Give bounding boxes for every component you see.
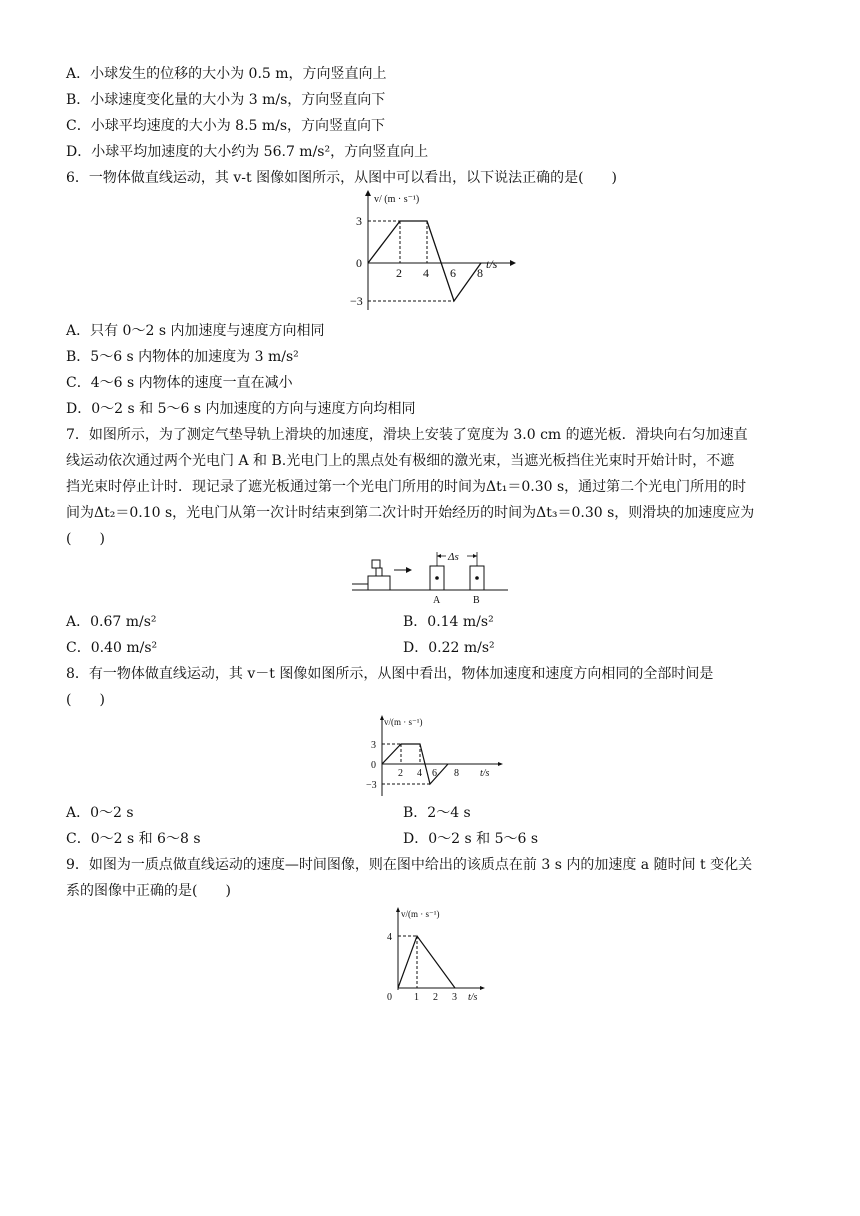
q7-option-d: D．0.22 m/s² — [403, 640, 495, 656]
q8-stem-line-2: ( ) — [66, 692, 105, 708]
q6-stem: 6．一物体做直线运动，其 v-t 图像如图所示，从图中可以看出，以下说法正确的是( ) — [66, 170, 617, 186]
q6-ytick-0: 0 — [356, 256, 362, 270]
q6-ylabel: v/ (m · s⁻¹) — [374, 194, 420, 205]
q7-stem-line-1: 7．如图所示，为了测定气垫导轨上滑块的加速度，滑块上安装了宽度为 3.0 cm 的遮光板．滑块向右匀加速直 — [66, 427, 748, 443]
q9-origin-label: 0 — [387, 992, 392, 1002]
gate-a-laser-dot-icon — [435, 576, 439, 580]
q6-xlabel: t/s — [486, 257, 498, 271]
q7-option-a: A．0.67 m/s² — [66, 614, 157, 630]
q6-ytick-neg3: −3 — [350, 294, 363, 308]
q8-ytick-3: 3 — [371, 740, 376, 751]
q7-air-track-figure — [348, 548, 512, 608]
q7-option-c: C．0.40 m/s² — [66, 640, 158, 656]
q8-option-d: D．0～2 s 和 5～6 s — [403, 831, 539, 847]
q9-xtick-3: 3 — [452, 992, 457, 1002]
q8-vt-graph — [362, 712, 512, 798]
q8-option-c: C．0～2 s 和 6～8 s — [66, 831, 201, 847]
q7-stem-line-3: 挡光束时停止计时．现记录了遮光板通过第一个光电门所用的时间为Δt₁＝0.30 s，通过第二个光电门所用的时 — [66, 479, 747, 495]
q7-stem-line-4: 间为Δt₂＝0.10 s，光电门从第一次计时结束到第二次计时开始经历的时间为Δt₃＝0.30 s，则滑块的加速度应为 — [66, 505, 755, 521]
q8-xtick-2: 2 — [398, 768, 403, 779]
q6-option-c: C．4～6 s 内物体的速度一直在减小 — [66, 375, 293, 391]
q8-xtick-6: 6 — [432, 768, 437, 779]
q8-xtick-4: 4 — [417, 768, 422, 779]
q9-xtick-1: 1 — [414, 992, 419, 1002]
q6-option-a: A．只有 0～2 s 内加速度与速度方向相同 — [66, 323, 325, 339]
q8-ytick-0: 0 — [371, 760, 376, 771]
q6-xtick-4: 4 — [423, 266, 429, 280]
q9-ytick-4: 4 — [387, 932, 392, 943]
q7-option-b: B．0.14 m/s² — [403, 614, 494, 630]
q6-ytick-3: 3 — [356, 214, 362, 228]
q6-option-d: D．0～2 s 和 5～6 s 内加速度的方向与速度方向均相同 — [66, 401, 416, 417]
q5-option-a: A．小球发生的位移的大小为 0.5 m，方向竖直向上 — [66, 66, 387, 82]
q9-vt-graph — [378, 904, 490, 1002]
q6-xtick-6: 6 — [450, 266, 456, 280]
q8-ylabel: v/(m · s⁻¹) — [384, 717, 423, 727]
q7-gate-b-label: B — [473, 595, 480, 606]
q7-gate-a-label: A — [433, 595, 441, 606]
q9-stem-line-2: 系的图像中正确的是( ) — [66, 883, 231, 899]
q6-option-b: B．5～6 s 内物体的加速度为 3 m/s² — [66, 349, 299, 365]
q9-xlabel: t/s — [468, 992, 478, 1002]
q7-stem-line-2: 线运动依次通过两个光电门 A 和 B.光电门上的黑点处有极细的激光束，当遮光板挡住光束时开始计时，不遮 — [66, 453, 735, 469]
q8-option-a: A．0～2 s — [66, 805, 134, 821]
gate-b-laser-dot-icon — [475, 576, 479, 580]
q7-stem-line-5: ( ) — [66, 531, 105, 547]
q8-xlabel: t/s — [480, 768, 490, 779]
q8-option-b: B．2～4 s — [403, 805, 471, 821]
q9-ylabel: v/(m · s⁻¹) — [401, 909, 440, 919]
q8-stem-line-1: 8．有一物体做直线运动，其 v－t 图像如图所示，从图中看出，物体加速度和速度方向相同的全部时间是 — [66, 666, 714, 682]
q8-ytick-neg3: −3 — [366, 780, 377, 791]
q6-xtick-2: 2 — [396, 266, 402, 280]
q6-vt-graph — [340, 188, 520, 316]
q6-xtick-8: 8 — [477, 266, 483, 280]
q5-option-b: B．小球速度变化量的大小为 3 m/s，方向竖直向下 — [66, 92, 386, 108]
q5-option-d: D．小球平均加速度的大小约为 56.7 m/s²，方向竖直向上 — [66, 144, 429, 160]
q9-stem-line-1: 9．如图为一质点做直线运动的速度—时间图像，则在图中给出的该质点在前 3 s 内的加速度 a 随时间 t 变化关 — [66, 857, 753, 873]
q5-option-c: C．小球平均速度的大小为 8.5 m/s，方向竖直向下 — [66, 118, 386, 134]
q8-xtick-8: 8 — [454, 768, 459, 779]
q7-delta-s-label: Δs — [448, 551, 459, 563]
q9-xtick-2: 2 — [433, 992, 438, 1002]
